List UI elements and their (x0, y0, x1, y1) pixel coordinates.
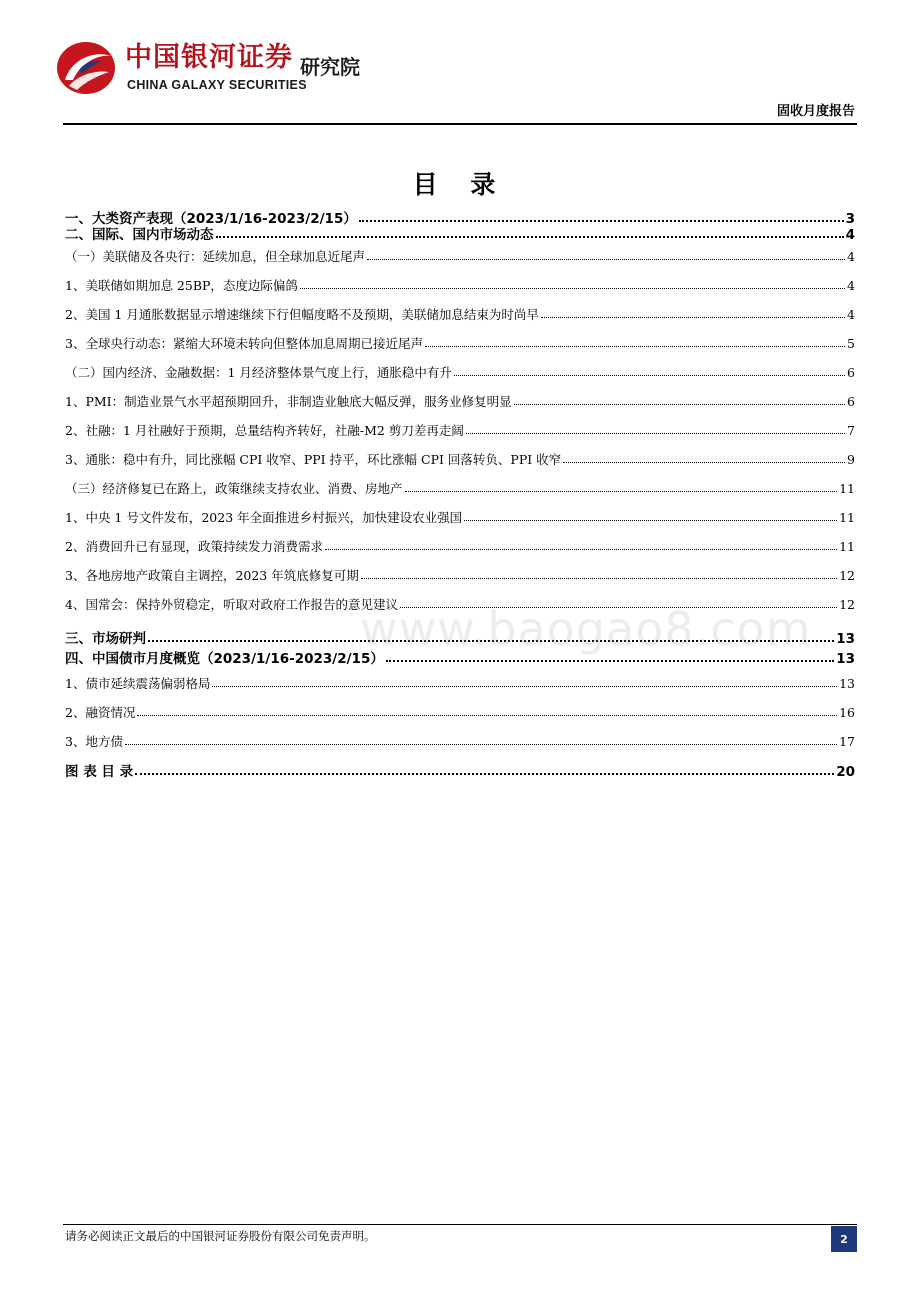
toc-entry-label: 1、债市延续震荡偏弱格局 (65, 676, 211, 691)
toc-entry[interactable] (65, 733, 855, 749)
toc-entry-label: 1、PMI：制造业景气水平超预期回升，非制造业触底大幅反弹，服务业修复明显 (65, 394, 512, 409)
galaxy-logo-icon (55, 40, 117, 96)
report-type-label: 固收月度报告 (776, 104, 855, 119)
toc-leader-dots (325, 537, 837, 550)
toc-entry-page: 12 (839, 568, 855, 583)
toc-entry[interactable] (65, 422, 855, 438)
toc-entry[interactable] (65, 364, 855, 380)
toc-entry-page: 4 (845, 227, 855, 243)
brand-name-en: CHINA GALAXY SECURITIES (127, 78, 307, 92)
brand-name-cn: 中国银河证券 (125, 42, 293, 73)
toc-entry-label: 一、大类资产表现（2023/1/16-2023/2/15） (65, 211, 357, 227)
toc-leader-dots (464, 508, 837, 521)
toc-leader-dots (405, 479, 838, 492)
page-number-badge: 2 (831, 1226, 857, 1252)
footer-divider (63, 1224, 857, 1225)
toc-leader-dots (300, 276, 845, 289)
toc-entry-label: 1、美联储如期加息 25BP，态度边际偏鸽 (65, 278, 298, 293)
toc-entry[interactable] (65, 538, 855, 554)
toc-entry-page: 4 (847, 249, 855, 264)
toc-entry[interactable] (65, 509, 855, 525)
toc-entry-label: 3、全球央行动态：紧缩大环境未转向但整体加息周期已接近尾声 (65, 336, 423, 351)
toc-leader-dots (514, 392, 845, 405)
toc-entry-page: 13 (836, 651, 855, 667)
toc-entry-label: （三）经济修复已在路上，政策继续支持农业、消费、房地产 (65, 481, 403, 496)
toc-entry-page: 6 (847, 365, 855, 380)
toc-leader-dots (454, 363, 845, 376)
toc-entry[interactable] (65, 225, 855, 243)
toc-entry-page: 20 (836, 764, 855, 780)
toc-entry[interactable] (65, 306, 855, 322)
toc-entry-page: 9 (847, 452, 855, 467)
toc-entry-label: 1、中央 1 号文件发布，2023 年全面推进乡村振兴，加快建设农业强国 (65, 510, 463, 525)
toc-entry-label: 3、通胀：稳中有升，同比涨幅 CPI 收窄、PPI 持平，环比涨幅 CPI 回落转负、PPI 收窄 (65, 452, 562, 467)
toc-entry[interactable] (65, 451, 855, 467)
toc-entry[interactable] (65, 277, 855, 293)
toc-entry-page: 13 (839, 676, 855, 691)
toc-leader-dots (541, 305, 845, 318)
toc-leader-dots (359, 208, 844, 222)
toc-entry-label: 2、消费回升已有显现，政策持续发力消费需求 (65, 539, 323, 554)
toc-leader-dots (137, 703, 837, 716)
page-header (0, 0, 920, 126)
toc-entry[interactable] (65, 335, 855, 351)
toc-entry-label: 4、国常会：保持外贸稳定，听取对政府工作报告的意见建议 (65, 597, 398, 612)
toc-entry-page: 12 (839, 597, 855, 612)
toc-entry-page: 6 (847, 394, 855, 409)
toc-entry-label: 2、融资情况 (65, 705, 136, 720)
toc-entry-label: 3、各地房地产政策自主调控，2023 年筑底修复可期 (65, 568, 359, 583)
toc-entry[interactable] (65, 762, 855, 780)
toc-entry-label: （一）美联储及各央行：延续加息，但全球加息近尾声 (65, 249, 366, 264)
toc-entry[interactable] (65, 704, 855, 720)
toc-leader-dots (135, 761, 834, 775)
toc-leader-dots (466, 421, 845, 434)
toc-entry[interactable] (65, 480, 855, 496)
toc-leader-dots (361, 566, 837, 579)
toc-entry-label: 3、地方债 (65, 734, 123, 749)
toc-entry[interactable] (65, 675, 855, 691)
toc-entry[interactable] (65, 567, 855, 583)
toc-entry-page: 16 (839, 705, 855, 720)
toc-entry-label: 2、美国 1 月通胀数据显示增速继续下行但幅度略不及预期，美联储加息结束为时尚早 (65, 307, 539, 322)
toc-leader-dots (212, 674, 837, 687)
toc-title: 目 录 (412, 170, 508, 199)
toc-entry[interactable] (65, 248, 855, 264)
watermark: www.baogao8.com (360, 602, 812, 656)
toc-entry-page: 4 (847, 307, 855, 322)
toc-entry-label: 二、国际、国内市场动态 (65, 227, 214, 243)
toc-entry-page: 11 (839, 539, 855, 554)
toc-entry-label: 2、社融：1 月社融好于预期，总量结构齐转好，社融-M2 剪刀差再走阔 (65, 423, 464, 438)
toc-entry-page: 17 (839, 734, 855, 749)
toc-entry[interactable] (65, 393, 855, 409)
toc-entry-page: 4 (847, 278, 855, 293)
toc-entry-page: 3 (845, 211, 855, 227)
toc-leader-dots (563, 450, 845, 463)
toc-entry-page: 11 (839, 510, 855, 525)
toc-entry-label: 三、市场研判 (65, 631, 146, 647)
toc-leader-dots (216, 224, 844, 238)
institute-name: 研究院 (300, 55, 360, 79)
toc-leader-dots (367, 247, 845, 260)
toc-entry-page: 5 (847, 336, 855, 351)
toc-leader-dots (425, 334, 845, 347)
toc-leader-dots (125, 732, 837, 745)
toc-entry-label: 四、中国债市月度概览（2023/1/16-2023/2/15） (65, 651, 384, 667)
header-divider (63, 123, 857, 125)
toc-entry-page: 13 (836, 631, 855, 647)
toc-entry-label: 图 表 目 录 (65, 764, 134, 780)
toc-entry-page: 11 (839, 481, 855, 496)
toc-entry-page: 7 (847, 423, 855, 438)
toc-entry-label: （二）国内经济、金融数据：1 月经济整体景气度上行，通胀稳中有升 (65, 365, 452, 380)
disclaimer-text: 请务必阅读正文最后的中国银河证券股份有限公司免责声明。 (65, 1229, 376, 1243)
